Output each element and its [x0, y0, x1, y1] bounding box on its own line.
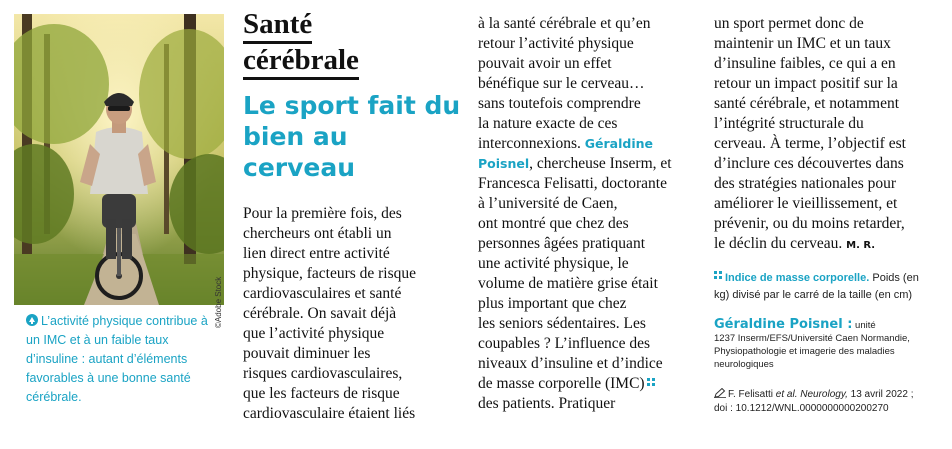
glossary-note [714, 270, 939, 304]
text-line: chercheurs ont établi un [243, 225, 392, 242]
researcher-unit: unité [855, 320, 876, 331]
text-line: les seniors sédentaires. Les [478, 315, 646, 332]
text-line: coupables ? L’influence des [478, 335, 651, 352]
article-column-1 [243, 204, 449, 424]
text-line: des stratégies nationales pour [714, 175, 897, 192]
text-line: Francesca Felisatti, doctorante [478, 175, 667, 192]
text-line [478, 374, 696, 394]
reference-note [714, 388, 939, 416]
glossary-term: Indice de masse corporelle. [725, 272, 870, 284]
text-line: des patients. Pratiquer [478, 395, 616, 412]
arrow-up-icon [26, 314, 38, 326]
text-line: d’inclure ces découvertes dans [714, 155, 904, 172]
text-fragment: , chercheuse Inserm, et [529, 155, 672, 172]
text-line: bénéfique sur le cerveau… [478, 75, 645, 92]
author-signature: M. R. [846, 240, 876, 251]
article-column-3 [714, 14, 934, 256]
researcher-unit: Physiopathologie et imagerie des maladies [714, 346, 895, 357]
text-line: Pour la première fois, des [243, 205, 402, 222]
text-line: retour l’activité physique [478, 35, 634, 52]
text-line: physique, facteurs de risque [243, 265, 417, 282]
reference-date: 13 avril 2022 ; [850, 389, 914, 400]
text-line: personnes âgées pratiquant [478, 235, 645, 252]
text-line: améliorer le vieillissement, et [714, 195, 898, 212]
researcher-unit: 1237 Inserm/EFS/Université Caen Normandie, [714, 333, 910, 344]
text-line [478, 134, 696, 154]
glossary-marker-icon [647, 378, 656, 387]
text-line: que l’activité physique [243, 325, 385, 342]
rubric-line-2: cérébrale [243, 44, 359, 80]
text-line: pouvait avoir un effet [478, 55, 612, 72]
reference-journal: et al. Neurology, [775, 389, 848, 400]
text-line: à l’université de Caen, [478, 195, 618, 212]
rubric-line-1: Santé [243, 8, 312, 44]
text-line: à la santé cérébrale et qu’en [478, 15, 651, 32]
pencil-icon [714, 388, 726, 398]
text-line: pouvait diminuer les [243, 345, 371, 362]
text-line: retour un impact positif sur la [714, 75, 898, 92]
researcher-name: Poisnel [478, 156, 530, 171]
text-line: un sport permet donc de [714, 15, 864, 32]
text-fragment: interconnexions. [478, 135, 581, 152]
photo-caption [26, 312, 216, 407]
text-line: niveaux d’insuline et d’indice [478, 355, 663, 372]
text-line: ont montré que chez des [478, 215, 629, 232]
text-line [478, 154, 696, 174]
text-fragment: de masse corporelle (IMC) [478, 375, 645, 392]
glossary-definition: kg) divisé par le carré de la taille (en cm) [714, 289, 913, 301]
researcher-name: Géraldine [584, 136, 653, 151]
text-line: la nature exacte de ces [478, 115, 618, 132]
text-line: que les facteurs de risque [243, 385, 400, 402]
text-line: cardiovasculaires et santé [243, 285, 402, 302]
text-line: risques cardiovasculaires, [243, 365, 403, 382]
photo-credit: ©Adobe Stock [214, 276, 223, 328]
text-line: une activité physique, le [478, 255, 629, 272]
text-line: l’intégrité structurale du [714, 115, 864, 132]
glossary-marker-icon [714, 271, 723, 280]
cyclist-photo [14, 14, 224, 305]
text-line: cardiovasculaire étaient liés [243, 405, 416, 422]
researcher-name: Géraldine Poisnel : [714, 317, 853, 332]
article-headline: Le sport fait du bien au cerveau [243, 91, 461, 182]
text-line: cerveau. À terme, l’objectif est [714, 135, 906, 152]
text-line [714, 234, 934, 256]
text-line: santé cérébrale, et notamment [714, 95, 900, 112]
researcher-note [714, 318, 939, 371]
glossary-definition: Poids (en [872, 272, 919, 284]
article-column-2 [478, 14, 696, 414]
researcher-unit: neurologiques [714, 359, 774, 370]
reference-doi: doi : 10.1212/WNL.0000000000200270 [714, 403, 889, 414]
text-line: d’insuline faibles, ce qui a en [714, 55, 896, 72]
text-line: lien direct entre activité [243, 245, 390, 262]
text-line: maintenir un IMC et un taux [714, 35, 891, 52]
text-line: prévenir, ou du moins retarder, [714, 215, 905, 232]
text-line: plus important que chez [478, 295, 627, 312]
text-line: cérébrale. On savait déjà [243, 305, 397, 322]
text-fragment: le déclin du cerveau. [714, 235, 843, 252]
reference-authors: F. Felisatti [728, 389, 774, 400]
section-rubric [243, 8, 359, 80]
text-line: volume de matière grise était [478, 275, 658, 292]
text-line: sans toutefois comprendre [478, 95, 641, 112]
caption-text: L’activité physique contribue à un IMC et à un faible taux d’insuline : autant d’éléments favorables à une bonne santé cérébrale. [26, 314, 208, 404]
